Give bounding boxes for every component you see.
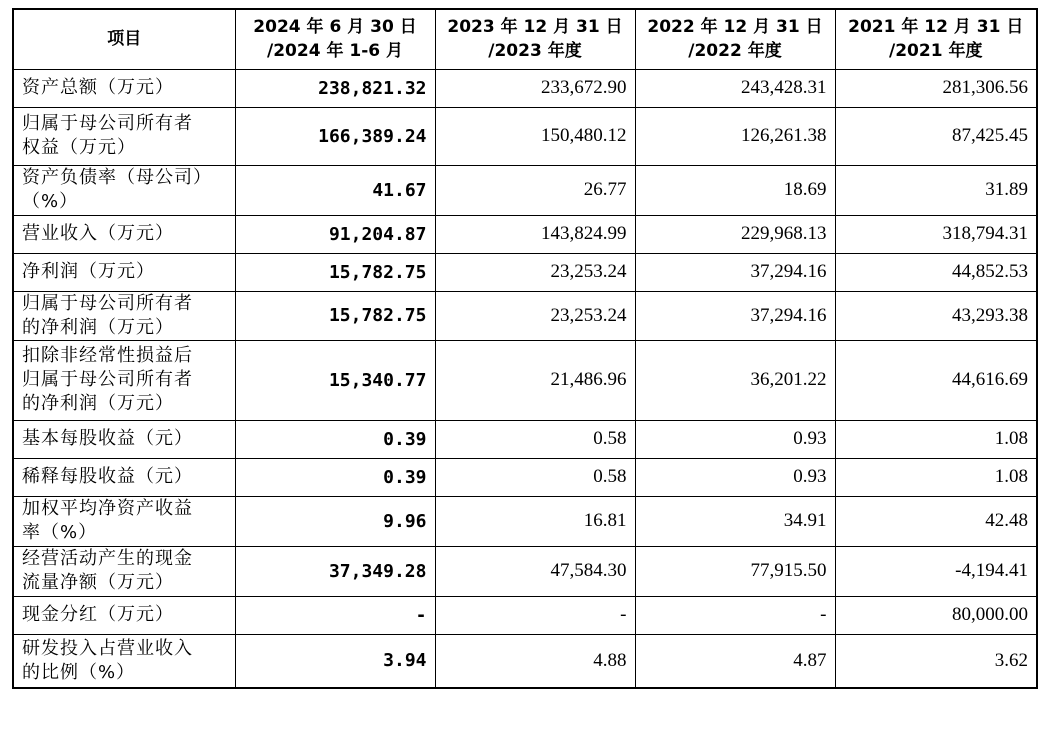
row-label (13, 340, 235, 420)
row-label (13, 634, 235, 688)
cell-value: 15,782.75 (235, 253, 435, 291)
cell-value: 233,672.90 (435, 69, 635, 107)
header-line: 2024 年 6 月 30 日 (253, 17, 417, 38)
row-label-line: 资产负债率（母公司） (22, 167, 212, 188)
header-line: /2021 年度 (889, 41, 983, 62)
row-label (13, 165, 235, 215)
cell-value: 18.69 (635, 165, 835, 215)
cell-value: 0.39 (235, 420, 435, 458)
row-label-line: 经营活动产生的现金 (22, 548, 193, 569)
table-row (13, 634, 1037, 688)
cell-value: 4.87 (635, 634, 835, 688)
cell-value: 37,294.16 (635, 291, 835, 340)
cell-value: 0.39 (235, 458, 435, 496)
cell-value: 1.08 (835, 458, 1037, 496)
row-label (13, 215, 235, 253)
cell-value: 31.89 (835, 165, 1037, 215)
row-label (13, 291, 235, 340)
row-label-line: 归属于母公司所有者 (22, 113, 193, 134)
header-line: 2021 年 12 月 31 日 (848, 17, 1024, 38)
row-label (13, 107, 235, 165)
cell-value: 36,201.22 (635, 340, 835, 420)
cell-value: 21,486.96 (435, 340, 635, 420)
header-item (13, 9, 235, 69)
cell-value: 42.48 (835, 496, 1037, 546)
table-header-row (13, 9, 1037, 69)
header-line: /2024 年 1-6 月 (267, 41, 403, 62)
row-label (13, 253, 235, 291)
cell-value: 37,349.28 (235, 546, 435, 596)
cell-value: 91,204.87 (235, 215, 435, 253)
cell-value: 3.62 (835, 634, 1037, 688)
header-period-2022 (635, 9, 835, 69)
table-row (13, 107, 1037, 165)
cell-value: 0.93 (635, 420, 835, 458)
row-label-line: 稀释每股收益（元） (22, 466, 193, 487)
cell-value: 80,000.00 (835, 596, 1037, 634)
table-row (13, 340, 1037, 420)
row-label-line: 加权平均净资产收益 (22, 498, 193, 519)
cell-value: 23,253.24 (435, 253, 635, 291)
cell-value: 44,852.53 (835, 253, 1037, 291)
row-label (13, 420, 235, 458)
table-row (13, 420, 1037, 458)
row-label (13, 596, 235, 634)
cell-value: 44,616.69 (835, 340, 1037, 420)
cell-value: - (635, 596, 835, 634)
row-label-line: 流量净额（万元） (22, 572, 174, 593)
cell-value: - (435, 596, 635, 634)
cell-value: 229,968.13 (635, 215, 835, 253)
financial-data-table (12, 8, 1038, 689)
header-line: 2023 年 12 月 31 日 (447, 17, 623, 38)
cell-value: 281,306.56 (835, 69, 1037, 107)
row-label-line: 归属于母公司所有者 (22, 369, 193, 390)
cell-value: 318,794.31 (835, 215, 1037, 253)
cell-value: 0.58 (435, 420, 635, 458)
cell-value: 43,293.38 (835, 291, 1037, 340)
header-period-2021 (835, 9, 1037, 69)
cell-value: 126,261.38 (635, 107, 835, 165)
row-label-line: 研发投入占营业收入 (22, 637, 193, 659)
table-row (13, 546, 1037, 596)
header-period-2023 (435, 9, 635, 69)
cell-value: 77,915.50 (635, 546, 835, 596)
cell-value: 16.81 (435, 496, 635, 546)
row-label (13, 458, 235, 496)
header-line: /2023 年度 (488, 41, 582, 62)
cell-value: 23,253.24 (435, 291, 635, 340)
cell-value: 4.88 (435, 634, 635, 688)
row-label-line: 现金分红（万元） (22, 604, 174, 625)
cell-value: 1.08 (835, 420, 1037, 458)
header-line: /2022 年度 (688, 41, 782, 62)
row-label-line: 基本每股收益（元） (22, 428, 193, 449)
row-label-line: 率（%） (22, 522, 98, 543)
row-label-line: 的净利润（万元） (22, 316, 174, 338)
table-row (13, 253, 1037, 291)
cell-value: 47,584.30 (435, 546, 635, 596)
cell-value: 15,340.77 (235, 340, 435, 420)
cell-value: 143,824.99 (435, 215, 635, 253)
cell-value: 150,480.12 (435, 107, 635, 165)
header-line: 2022 年 12 月 31 日 (647, 17, 823, 38)
cell-value: 26.77 (435, 165, 635, 215)
table-row (13, 496, 1037, 546)
cell-value: 0.58 (435, 458, 635, 496)
cell-value: 37,294.16 (635, 253, 835, 291)
table-body (13, 69, 1037, 688)
row-label-line: 的净利润（万元） (22, 393, 174, 414)
cell-value: 15,782.75 (235, 291, 435, 340)
cell-value: 9.96 (235, 496, 435, 546)
table-row (13, 165, 1037, 215)
row-label-line: 权益（万元） (22, 137, 136, 158)
row-label (13, 496, 235, 546)
cell-value: -4,194.41 (835, 546, 1037, 596)
table-row (13, 215, 1037, 253)
row-label (13, 69, 235, 107)
row-label-line: 的比例（%） (22, 661, 136, 683)
table-row (13, 596, 1037, 634)
table-row (13, 458, 1037, 496)
row-label (13, 546, 235, 596)
row-label-line: （%） (22, 191, 79, 212)
cell-value: 238,821.32 (235, 69, 435, 107)
cell-value: 87,425.45 (835, 107, 1037, 165)
row-label-line: 资产总额（万元） (22, 77, 174, 98)
row-label-line: 扣除非经常性损益后 (22, 345, 193, 366)
row-label-line: 净利润（万元） (22, 261, 155, 282)
cell-value: 243,428.31 (635, 69, 835, 107)
cell-value: 41.67 (235, 165, 435, 215)
table-row (13, 69, 1037, 107)
cell-value: 3.94 (235, 634, 435, 688)
cell-value: 0.93 (635, 458, 835, 496)
cell-value: - (235, 596, 435, 634)
cell-value: 34.91 (635, 496, 835, 546)
row-label-line: 营业收入（万元） (22, 223, 174, 244)
header-item-text: 项目 (107, 29, 142, 50)
table-row (13, 291, 1037, 340)
header-period-2024h1 (235, 9, 435, 69)
row-label-line: 归属于母公司所有者 (22, 292, 193, 314)
cell-value: 166,389.24 (235, 107, 435, 165)
